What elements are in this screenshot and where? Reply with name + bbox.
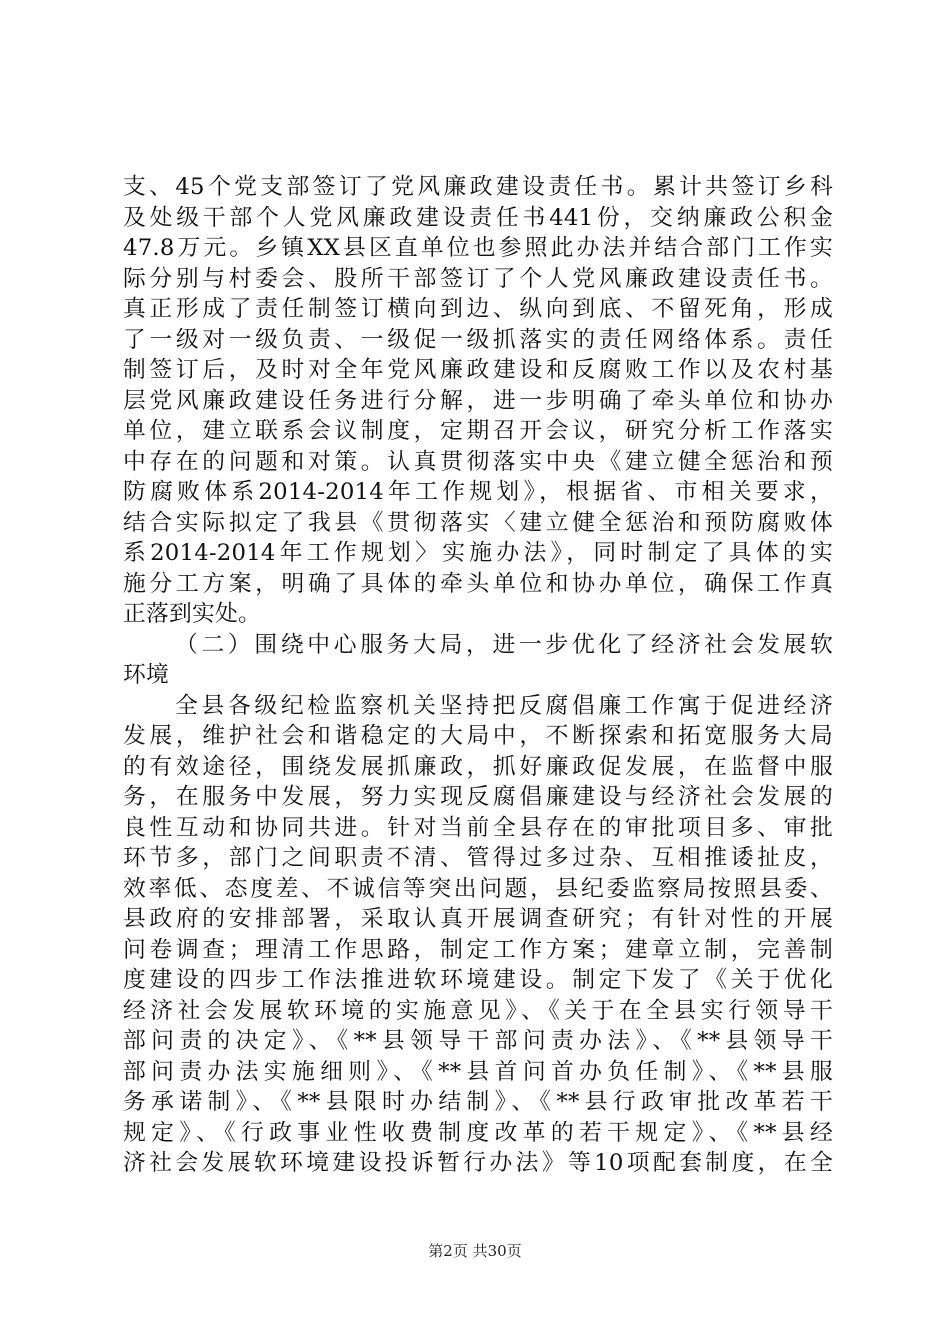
text-line: 47.8万元。乡镇XX县区直单位也参照此办法并结合部门工作实 (123, 235, 833, 261)
text-line: 施分工方案，明确了具体的牵头单位和协办单位，确保工作真 (123, 570, 833, 597)
section-heading: 环境 (123, 662, 169, 688)
text-line: 的有效途径，围绕发展抓廉政，抓好廉政促发展，在监督中服 (123, 753, 833, 780)
text-line: 制签订后，及时对全年党风廉政建设和反腐败工作以及农村基 (123, 357, 833, 383)
text-line: 结合实际拟定了我县《贯彻落实〈建立健全惩治和预防腐败体 (123, 509, 833, 536)
text-line: 系2014-2014年工作规划〉实施办法》，同时制定了具体的实 (123, 540, 833, 566)
text-line: 问卷调查；理清工作思路，制定工作方案；建章立制，完善制 (123, 936, 833, 963)
text-line: 务，在服务中发展，努力实现反腐倡廉建设与经济社会发展的 (123, 784, 833, 810)
text-line: 及处级干部个人党风廉政建设责任书441份，交纳廉政公积金 (123, 204, 833, 231)
text-line: 正落到实处。 (123, 601, 261, 627)
text-line: 发展，维护社会和谐稳定的大局中，不断探索和拓宽服务大局 (123, 723, 833, 749)
text-line: 防腐败体系2014-2014年工作规划》，根据省、市相关要求， (123, 479, 833, 505)
text-line: 中存在的问题和对策。认真贯彻落实中央《建立健全惩治和预 (123, 448, 833, 475)
text-line: 真正形成了责任制签订横向到边、纵向到底、不留死角，形成 (123, 296, 833, 322)
text-line: 际分别与村委会、股所干部签订了个人党风廉政建设责任书。 (123, 265, 833, 292)
text-line: 良性互动和协同共进。针对当前全县存在的审批项目多、审批 (123, 814, 833, 841)
text-line: 了一级对一级负责、一级促一级抓落实的责任网络体系。责任 (123, 326, 833, 353)
text-line: 务承诺制》、《**县限时办结制》、《**县行政审批改革若干 (123, 1089, 833, 1115)
text-line: 单位，建立联系会议制度，定期召开会议，研究分析工作落实 (123, 418, 833, 444)
text-line: 支、45个党支部签订了党风廉政建设责任书。累计共签订乡科 (123, 174, 833, 200)
text-line: 济社会发展软环境建设投诉暂行办法》等10项配套制度，在全 (123, 1150, 833, 1176)
text-line: 县政府的安排部署，采取认真开展调查研究；有针对性的开展 (123, 906, 833, 932)
text-line: 层党风廉政建设任务进行分解，进一步明确了牵头单位和协办 (123, 387, 833, 414)
text-line: 规定》、《行政事业性收费制度改革的若干规定》、《**县经 (123, 1119, 833, 1146)
text-line: 度建设的四步工作法推进软环境建设。制定下发了《关于优化 (123, 967, 833, 993)
text-line: 环节多，部门之间职责不清、管得过多过杂、互相推诿扯皮， (123, 845, 833, 871)
text-line: 部问责办法实施细则》、《**县首问首办负任制》、《**县服 (123, 1058, 833, 1085)
text-line: 部问责的决定》、《**县领导干部问责办法》、《**县领导干 (123, 1028, 833, 1054)
text-line: 经济社会发展软环境的实施意见》、《关于在全县实行领导干 (123, 997, 833, 1024)
body-text (123, 172, 833, 1179)
text-line: 效率低、态度差、不诚信等突出问题，县纪委监察局按照县委、 (123, 875, 833, 902)
section-heading: （二）围绕中心服务大局，进一步优化了经济社会发展软 (175, 631, 833, 658)
text-line: 全县各级纪检监察机关坚持把反腐倡廉工作寓于促进经济 (175, 692, 833, 719)
page-number-footer: 第2页 共30页 (428, 1242, 522, 1260)
